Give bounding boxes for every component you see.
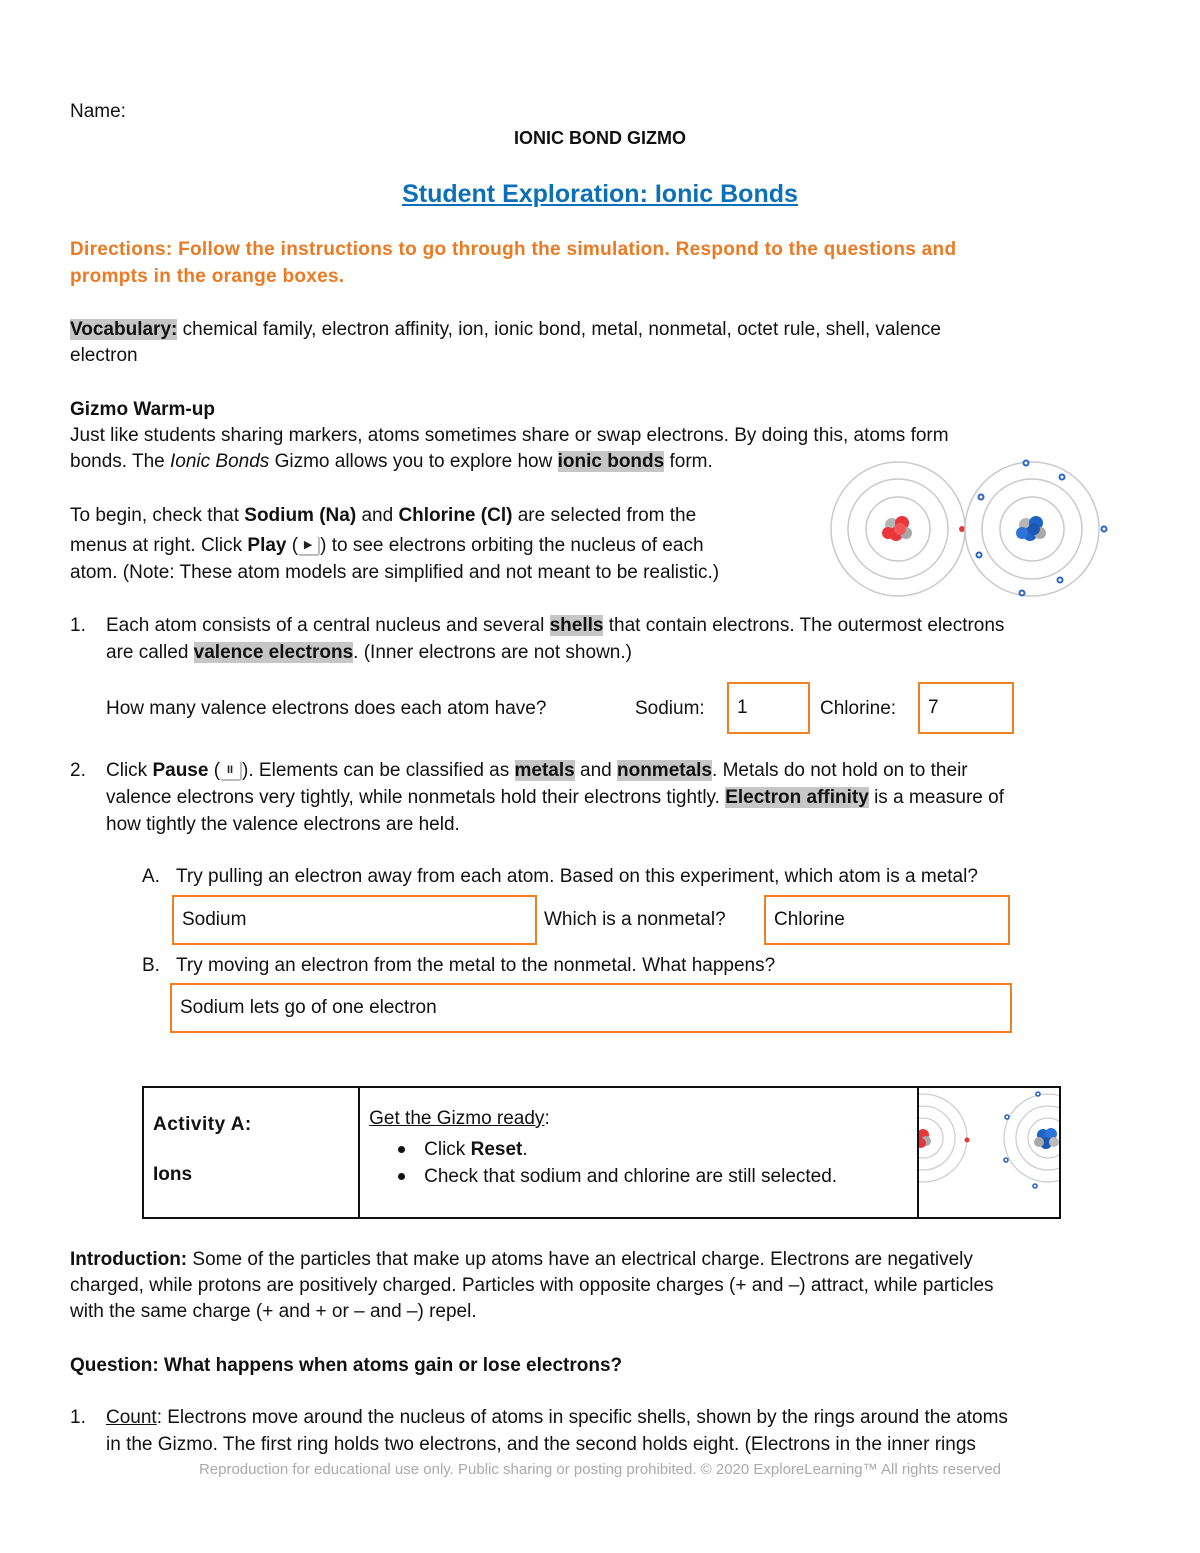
directions-line-1: Directions: Follow the instructions to go through the simulation. Respond to the questions and: [70, 239, 957, 260]
sodium-electron-icon: [959, 526, 965, 532]
activity-a-table: [142, 1086, 1061, 1219]
nonmetal-answer-field[interactable]: Chlorine: [764, 895, 1010, 945]
vocabulary-line-1: [70, 317, 941, 343]
text: Get the Gizmo ready: [369, 1108, 545, 1129]
setup-step-check-selection: Check that sodium and chlorine are still selected.: [424, 1163, 917, 1190]
text: valence electrons very tightly, while nonmetals hold their electrons tightly.: [106, 787, 726, 808]
text: To begin, check that: [70, 505, 245, 526]
chlorine-valence-answer-field[interactable]: 7: [918, 682, 1014, 734]
get-ready-heading: [369, 1108, 917, 1130]
setup-step-reset: [424, 1136, 917, 1163]
text: (: [286, 535, 299, 556]
directions-line-2: prompts in the orange boxes.: [70, 266, 345, 287]
text: that contain electrons. The outermost electrons: [603, 615, 1005, 636]
name-label: Name:: [70, 101, 126, 122]
text: : Electrons move around the nucleus of atoms in specific shells, shown by the rings around the atoms: [156, 1407, 1008, 1428]
text: are selected from the: [512, 505, 697, 526]
setup-steps-list: [369, 1136, 917, 1190]
nonmetal-question-label: Which is a nonmetal?: [544, 909, 726, 930]
text: menus at right. Click: [70, 535, 248, 556]
sodium-valence-answer-field[interactable]: 1: [727, 682, 810, 734]
warmup-p1-line-1: Just like students sharing markers, atoms sometimes share or swap electrons. By doing this, atoms form: [70, 425, 949, 446]
text: and: [356, 505, 399, 526]
count-number: 1.: [70, 1407, 86, 1428]
play-icon: ▶: [298, 536, 320, 556]
text: . (Inner electrons are not shown.): [353, 642, 632, 663]
activity-name: Ions: [153, 1164, 193, 1185]
count-line-1: [106, 1405, 1008, 1431]
electron-transfer-answer-field[interactable]: Sodium lets go of one electron: [170, 983, 1012, 1033]
reset-term: Reset: [470, 1139, 523, 1160]
q2-line-2: [106, 785, 1004, 811]
q2b-letter: B.: [142, 955, 160, 976]
term-ionic-bonds: ionic bonds: [557, 451, 665, 472]
activity-question: Question: What happens when atoms gain or lose electrons?: [70, 1355, 623, 1376]
text: Some of the particles that make up atoms have an electrical charge. Electrons are negatively: [187, 1249, 973, 1270]
text: and: [574, 760, 617, 781]
sodium-electron-icon: [965, 1138, 970, 1143]
introduction-line-3: with the same charge (+ and + or – and –) repel.: [70, 1301, 477, 1322]
q2-line-3: how tightly the valence electrons are held.: [106, 814, 460, 835]
q1-prompt: How many valence electrons does each atom have?: [106, 698, 547, 719]
warmup-p2-line-3: atom. (Note: These atom models are simplified and not meant to be realistic.): [70, 562, 720, 583]
pause-icon: II: [220, 761, 242, 781]
sodium-nucleus-icon: [882, 516, 912, 541]
text: :: [544, 1108, 550, 1129]
count-line-2: in the Gizmo. The first ring holds two electrons, and the second holds eight. (Electrons in the inner rings: [106, 1434, 976, 1455]
q2a-letter: A.: [142, 866, 160, 887]
warmup-p1-line-2: [70, 449, 713, 475]
document-title: Student Exploration: Ionic Bonds: [402, 180, 798, 208]
play-term: Play: [247, 535, 287, 556]
sodium-term: Sodium (Na): [244, 505, 357, 526]
activity-label-cell: [143, 1087, 359, 1218]
text: ) to see electrons orbiting the nucleus of each: [320, 535, 704, 556]
activity-image-cell: [918, 1087, 1060, 1218]
text: is a measure of: [868, 787, 1004, 808]
introduction-label: Introduction:: [70, 1249, 188, 1270]
term-metals: metals: [514, 760, 575, 781]
q2-number: 2.: [70, 760, 86, 781]
warmup-heading: Gizmo Warm-up: [70, 399, 215, 420]
q1-number: 1.: [70, 615, 86, 636]
text: bonds. The: [70, 451, 171, 472]
text: Each atom consists of a central nucleus and several: [106, 615, 550, 636]
count-label: Count: [106, 1407, 157, 1428]
text: . Metals do not hold on to their: [712, 760, 968, 781]
gizmo-name: Ionic Bonds: [170, 451, 270, 472]
chlorine-term: Chlorine (Cl): [398, 505, 513, 526]
introduction-line-2: charged, while protons are positively charged. Particles with opposite charges (+ and –) attract, while particles: [70, 1275, 994, 1296]
copyright-footer: Reproduction for educational use only. Public sharing or posting prohibited. © 2020 ExploreLearning™ All rights reserved: [198, 1461, 1002, 1478]
activity-atoms-figure: [919, 1088, 1059, 1216]
vocabulary-line-2: electron: [70, 345, 138, 366]
text: .: [522, 1139, 528, 1160]
vocabulary-terms: chemical family, electron affinity, ion, ionic bond, metal, nonmetal, octet rule, shell, valence: [177, 319, 941, 340]
warmup-p2-line-2: [70, 533, 704, 559]
text: Gizmo allows you to explore how: [269, 451, 558, 472]
text: form.: [664, 451, 713, 472]
chlorine-nucleus-icon: [1016, 516, 1046, 541]
q2a-text: Try pulling an electron away from each atom. Based on this experiment, which atom is a metal?: [176, 866, 978, 887]
activity-label: Activity A:: [153, 1114, 252, 1135]
introduction-line-1: [70, 1247, 973, 1273]
text: Click: [106, 760, 153, 781]
activity-instructions-cell: [359, 1087, 918, 1218]
text: Click: [424, 1139, 471, 1160]
q1-chlorine-label: Chlorine:: [820, 698, 897, 719]
metal-answer-field[interactable]: Sodium: [172, 895, 537, 945]
text: are called: [106, 642, 194, 663]
q2b-text: Try moving an electron from the metal to the nonmetal. What happens?: [176, 955, 776, 976]
q1-line-2: [106, 640, 632, 666]
term-nonmetals: nonmetals: [616, 760, 713, 781]
chlorine-nucleus-icon: [1034, 1128, 1059, 1149]
warmup-p2-line-1: [70, 503, 696, 529]
document-subtitle: IONIC BOND GIZMO: [514, 128, 686, 148]
atoms-figure: [826, 455, 1116, 600]
q2-line-1: [106, 758, 968, 784]
sodium-nucleus-icon: [919, 1129, 931, 1148]
q1-line-1: [106, 613, 1004, 639]
vocabulary-label: Vocabulary:: [70, 319, 178, 340]
term-electron-affinity: Electron affinity: [725, 787, 869, 808]
term-shells: shells: [549, 615, 604, 636]
text: ). Elements can be classified as: [242, 760, 515, 781]
pause-term: Pause: [152, 760, 209, 781]
q1-sodium-label: Sodium:: [635, 698, 705, 719]
text: (: [208, 760, 221, 781]
term-valence-electrons: valence electrons: [193, 642, 354, 663]
